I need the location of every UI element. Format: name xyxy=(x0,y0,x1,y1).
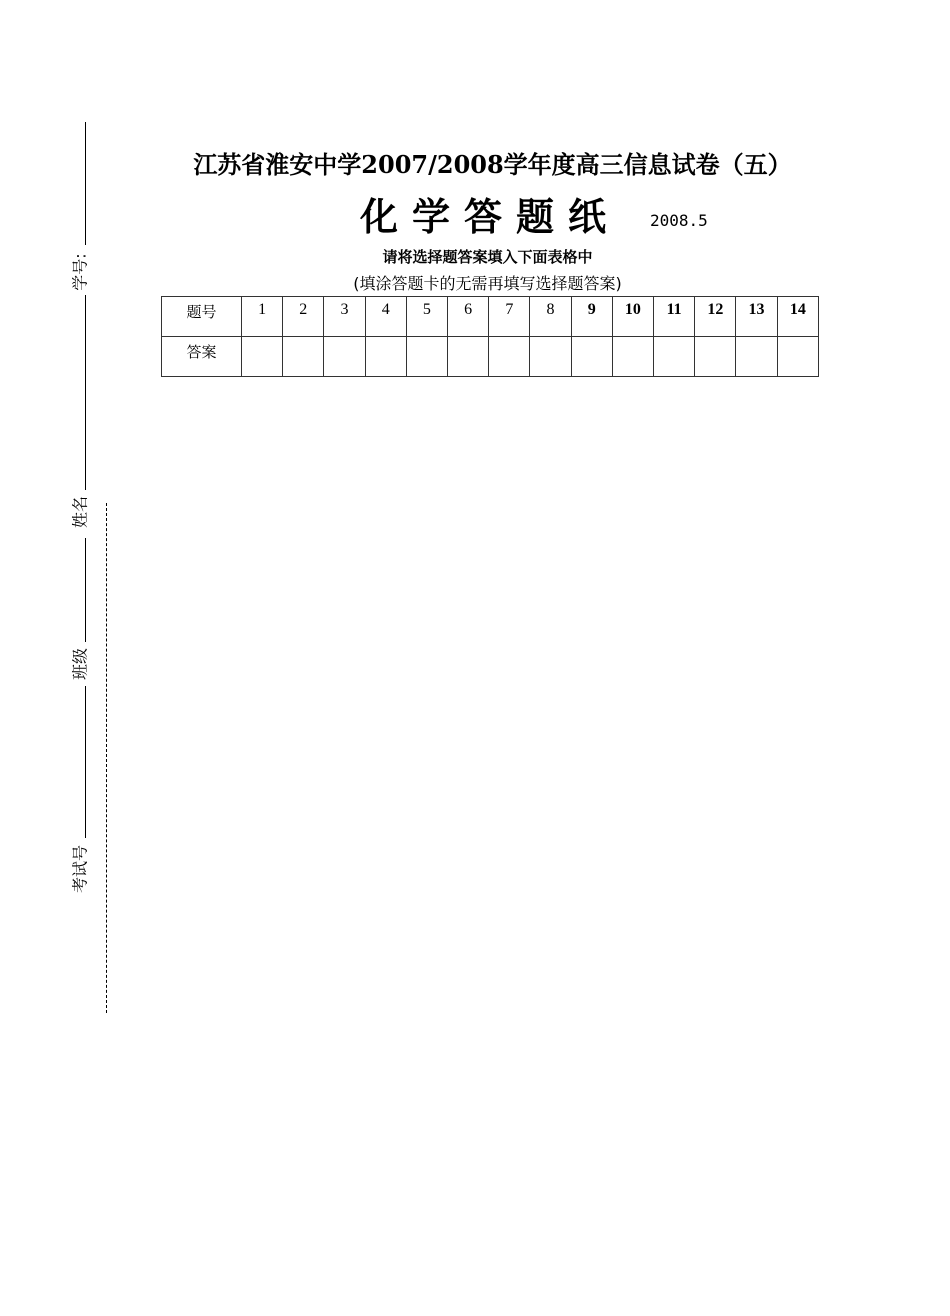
answer-cell[interactable] xyxy=(612,337,653,377)
instruction-text: 请将选择题答案填入下面表格中 xyxy=(382,248,593,266)
question-number-cell: 4 xyxy=(365,297,406,337)
answer-cell[interactable] xyxy=(571,337,612,377)
answer-cell[interactable] xyxy=(283,337,324,377)
answer-table xyxy=(161,296,819,377)
question-number-cell: 6 xyxy=(448,297,489,337)
answer-cell[interactable] xyxy=(736,337,777,377)
note-text: (填涂答题卡的无需再填写选择题答案) xyxy=(353,274,622,293)
answer-cell[interactable] xyxy=(242,337,283,377)
name-field-label: 姓名 xyxy=(70,495,90,529)
answer-cell[interactable] xyxy=(695,337,736,377)
answer-header: 答案 xyxy=(162,337,242,377)
cut-line xyxy=(106,503,107,1013)
answer-cell[interactable] xyxy=(324,337,365,377)
question-number-cell: 7 xyxy=(489,297,530,337)
exam-number-field-label: 考试号 xyxy=(70,844,90,894)
question-number-cell: 14 xyxy=(777,297,818,337)
subtitle-row xyxy=(360,192,708,240)
exam-title: 江苏省淮安中学2007/2008学年度高三信息试卷（五） xyxy=(193,150,792,179)
answer-cell[interactable] xyxy=(530,337,571,377)
question-number-cell: 13 xyxy=(736,297,777,337)
answer-cell[interactable] xyxy=(777,337,818,377)
question-number-row xyxy=(162,297,819,337)
answer-sheet-title: 化学答题纸 xyxy=(360,195,621,239)
answer-row xyxy=(162,337,819,377)
class-field-label: 班级 xyxy=(70,647,90,681)
question-number-cell: 11 xyxy=(654,297,695,337)
question-number-cell: 8 xyxy=(530,297,571,337)
question-number-cell: 1 xyxy=(242,297,283,337)
answer-cell[interactable] xyxy=(654,337,695,377)
question-number-cell: 12 xyxy=(695,297,736,337)
answer-cell[interactable] xyxy=(489,337,530,377)
question-number-cell: 2 xyxy=(283,297,324,337)
question-number-cell: 9 xyxy=(571,297,612,337)
question-number-cell: 10 xyxy=(612,297,653,337)
student-number-field-label: 学号: xyxy=(70,253,90,291)
answer-cell[interactable] xyxy=(406,337,447,377)
question-number-cell: 5 xyxy=(406,297,447,337)
answer-cell[interactable] xyxy=(365,337,406,377)
exam-date: 2008.5 xyxy=(650,211,708,230)
answer-cell[interactable] xyxy=(448,337,489,377)
question-number-cell: 3 xyxy=(324,297,365,337)
question-number-header: 题号 xyxy=(162,297,242,337)
